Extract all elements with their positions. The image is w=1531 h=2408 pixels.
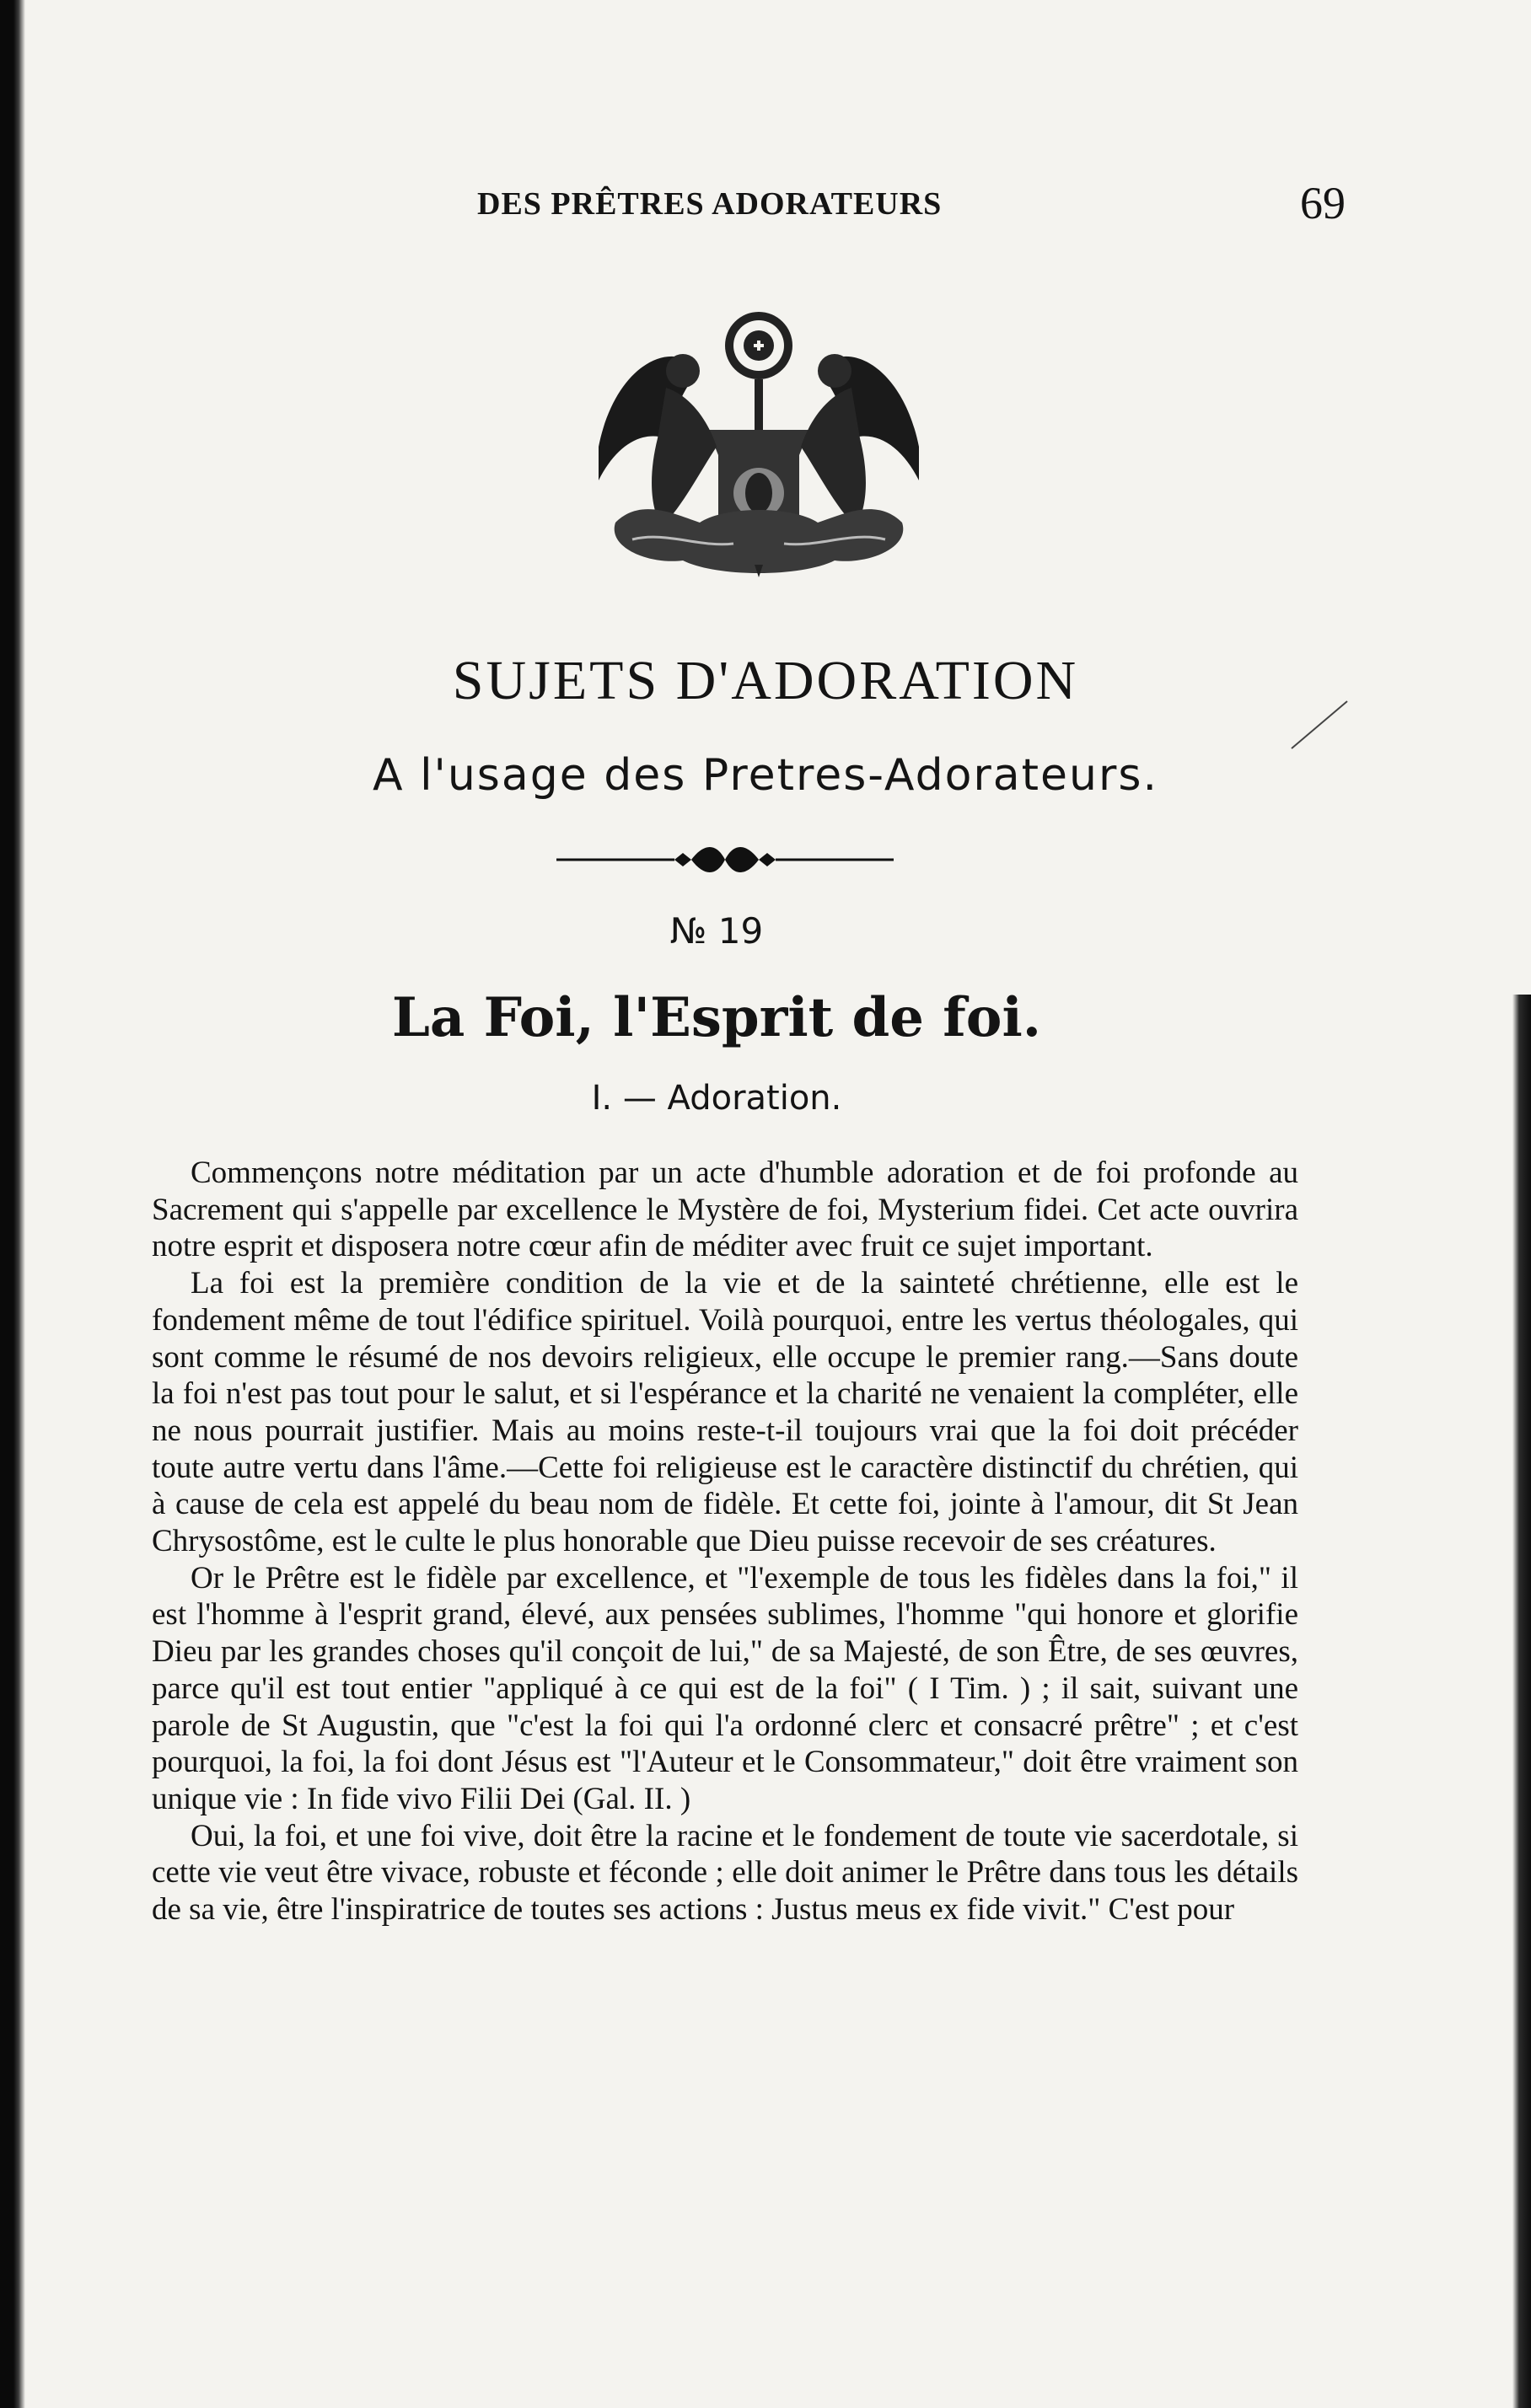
page-edge-shadow: [1512, 995, 1531, 2408]
typographic-ornament: [556, 834, 894, 885]
subsection-heading: I. — Adoration.: [591, 1079, 842, 1118]
paragraph: Oui, la foi, et une foi vive, doit être la racine et le fondement de toute vie sacerdotale, si cette vie veut être vivace, robuste et féconde ; elle doit animer le Prêtre dans tous les détails de sa vie, être l'inspiratrice de toutes ses actions : Justus meus ex fide vivit." C'est pour: [152, 1818, 1298, 1928]
page-header: [477, 177, 1379, 236]
main-title: SUJETS D'ADORATION: [452, 650, 1079, 711]
body-text: [152, 1155, 1298, 1928]
section-title: La Foi, l'Esprit de foi.: [391, 986, 1042, 1049]
margin-pen-stroke: [1290, 700, 1349, 750]
subject-number: № 19: [669, 910, 764, 952]
paragraph: La foi est la première condition de la vie et de la sainteté chrétienne, elle est le fondement même de tout l'édifice spirituel. Voilà pourquoi, entre les vertus théologales, qui sont comme le résumé de nos devoirs religieux, elle occupe le premier rang.—Sans doute la foi n'est pas tout pour le salut, et si l'espérance et la charité ne venaient la compléter, elle ne nous pourrait justifier. Mais au moins reste-t-il toujours vrai que la foi doit précéder toute autre vertu dans l'âme.—Cette foi religieuse est le caractère distinctif du chrétien, qui à cause de cela est appelé du beau nom de fidèle. Et cette foi, jointe à l'amour, dit St Jean Chrysostôme, est le culte le plus honorable que Dieu puisse recevoir de ses créatures.: [152, 1266, 1298, 1559]
subtitle: A l'usage des Pretres-Adorateurs.: [373, 750, 1158, 801]
angels-monstrance-vignette: [582, 303, 936, 582]
running-head: DES PRÊTRES ADORATEURS: [477, 186, 943, 222]
paragraph: Commençons notre méditation par un acte d'humble adoration et de foi profonde au Sacrement qui s'appelle par excellence le Mystère de foi, Mysterium fidei. Cet acte ouvrira notre esprit et disposera notre cœur afin de méditer avec fruit ce sujet important.: [152, 1156, 1298, 1264]
paragraph: Or le Prêtre est le fidèle par excellence, et "l'exemple de tous les fidèles dans la foi," il est l'homme à l'esprit grand, élevé, aux pensées sublimes, l'homme "qui honore et glorifie Dieu par les grandes choses qu'il conçoit de lui," de sa Majesté, de son Être, de ses œuvres, parce qu'il est tout entier "appliqué à ce qui est de la foi" ( I Tim. ) ; il sait, suivant une parole de St Augustin, que "c'est la foi qui l'a ordonné clerc et consacré prêtre" ; et c'est pourquoi, la foi, la foi dont Jésus est "l'Auteur et le Consommateur," doit être vraiment son unique vie : In fide vivo Filii Dei (Gal. II. ): [152, 1560, 1298, 1816]
page-number: 69: [1300, 178, 1346, 228]
book-binding-shadow: [0, 0, 25, 2408]
